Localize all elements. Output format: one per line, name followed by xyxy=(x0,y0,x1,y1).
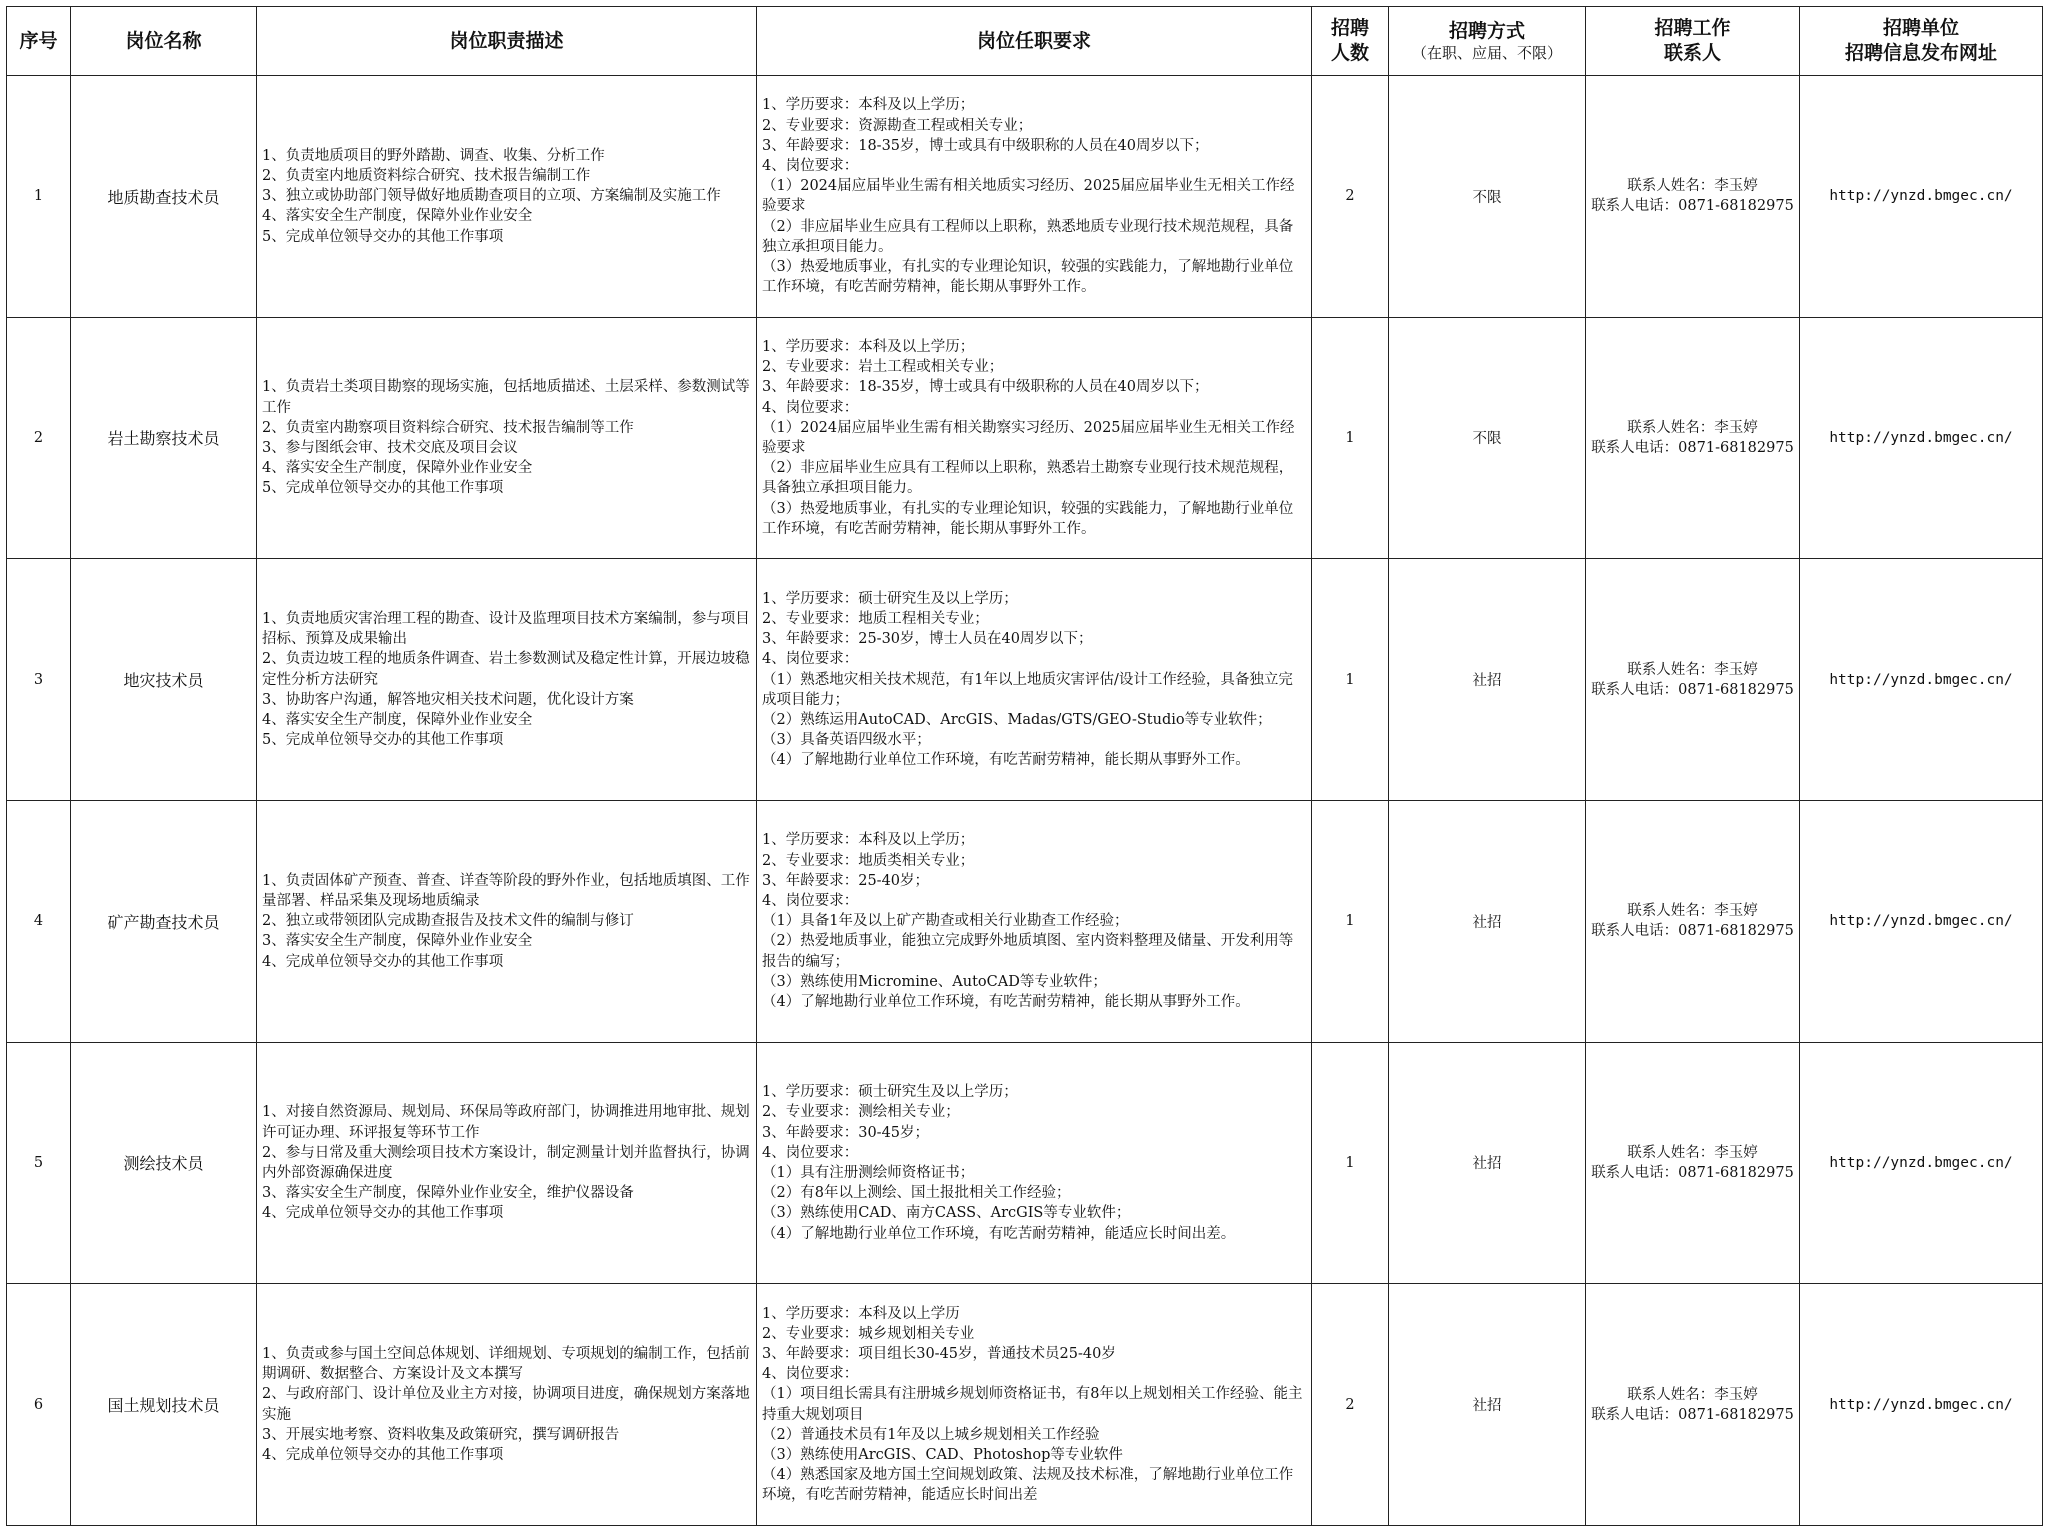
cell-seq: 5 xyxy=(7,1042,71,1284)
table-row xyxy=(7,76,2043,318)
header-position: 岗位名称 xyxy=(71,7,257,76)
cell-count: 2 xyxy=(1312,1284,1389,1526)
header-duties: 岗位职责描述 xyxy=(257,7,757,76)
cell-url-link[interactable]: http://ynzd.bmgec.cn/ xyxy=(1800,559,2043,801)
cell-contact: 联系人姓名：李玉婷 联系人电话：0871-68182975 xyxy=(1586,1042,1800,1284)
header-url-line1: 招聘单位 xyxy=(1882,17,1959,39)
header-url xyxy=(1800,7,2043,76)
cell-seq: 2 xyxy=(7,317,71,559)
cell-url-link[interactable]: http://ynzd.bmgec.cn/ xyxy=(1800,800,2043,1042)
cell-url-link[interactable]: http://ynzd.bmgec.cn/ xyxy=(1800,317,2043,559)
cell-contact: 联系人姓名：李玉婷 联系人电话：0871-68182975 xyxy=(1586,76,1800,318)
header-seq: 序号 xyxy=(7,7,71,76)
cell-count: 1 xyxy=(1312,1042,1389,1284)
header-method xyxy=(1389,7,1586,76)
cell-contact: 联系人姓名：李玉婷 联系人电话：0871-68182975 xyxy=(1586,800,1800,1042)
table-row xyxy=(7,1284,2043,1526)
cell-url-link[interactable]: http://ynzd.bmgec.cn/ xyxy=(1800,1284,2043,1526)
cell-seq: 3 xyxy=(7,559,71,801)
cell-contact: 联系人姓名：李玉婷 联系人电话：0871-68182975 xyxy=(1586,1284,1800,1526)
cell-contact: 联系人姓名：李玉婷 联系人电话：0871-68182975 xyxy=(1586,317,1800,559)
table-row xyxy=(7,1042,2043,1284)
cell-requirements: 1、学历要求：硕士研究生及以上学历； 2、专业要求：测绘相关专业； 3、年龄要求：30-45岁； 4、岗位要求： （1）具有注册测绘师资格证书； （2）有8年以上测绘、国土报批相关工作经验； （3）熟练使用CAD、南方CASS、ArcGIS等专业软件； （4）了解地勘行业单位工作环境，有吃苦耐劳精神，能适应长时间出差。 xyxy=(757,1042,1312,1284)
cell-position: 测绘技术员 xyxy=(71,1042,257,1284)
header-contact xyxy=(1586,7,1800,76)
cell-requirements: 1、学历要求：本科及以上学历； 2、专业要求：地质类相关专业； 3、年龄要求：25-40岁； 4、岗位要求： （1）具备1年及以上矿产勘查或相关行业勘查工作经验； （2）热爱地质事业，能独立完成野外地质填图、室内资料整理及储量、开发利用等报告的编写； （3）熟练使用Micromine、AutoCAD等专业软件； （4）了解地勘行业单位工作环境，有吃苦耐劳精神，能长期从事野外工作。 xyxy=(757,800,1312,1042)
header-contact-line2: 联系人 xyxy=(1663,42,1721,64)
cell-duties: 1、负责固体矿产预查、普查、详查等阶段的野外作业，包括地质填图、工作量部署、样品采集及现场地质编录 2、独立或带领团队完成勘查报告及技术文件的编制与修订 3、落实安全生产制度，保障外业作业安全 4、完成单位领导交办的其他工作事项 xyxy=(257,800,757,1042)
cell-method: 社招 xyxy=(1389,1042,1586,1284)
cell-duties: 1、负责岩土类项目勘察的现场实施，包括地质描述、土层采样、参数测试等工作 2、负责室内勘察项目资料综合研究、技术报告编制等工作 3、参与图纸会审、技术交底及项目会议 4、落实安全生产制度，保障外业作业安全 5、完成单位领导交办的其他工作事项 xyxy=(257,317,757,559)
cell-url-link[interactable]: http://ynzd.bmgec.cn/ xyxy=(1800,1042,2043,1284)
header-method-sub: （在职、应届、不限） xyxy=(1411,44,1562,62)
table-row xyxy=(7,317,2043,559)
cell-count: 1 xyxy=(1312,800,1389,1042)
cell-seq: 1 xyxy=(7,76,71,318)
cell-requirements: 1、学历要求：本科及以上学历 2、专业要求：城乡规划相关专业 3、年龄要求：项目组长30-45岁，普通技术员25-40岁 4、岗位要求： （1）项目组长需具有注册城乡规划师资格证书，有8年以上规划相关工作经验、能主持重大规划项目 （2）普通技术员有1年及以上城乡规划相关工作经验 （3）熟练使用ArcGIS、CAD、Photoshop等专业软件 （4）熟悉国家及地方国土空间规划政策、法规及技术标准，了解地勘行业单位工作环境，有吃苦耐劳精神，能适应长时间出差 xyxy=(757,1284,1312,1526)
cell-method: 社招 xyxy=(1389,1284,1586,1526)
cell-position: 地质勘查技术员 xyxy=(71,76,257,318)
header-contact-line1: 招聘工作 xyxy=(1654,17,1731,39)
cell-duties: 1、对接自然资源局、规划局、环保局等政府部门，协调推进用地审批、规划许可证办理、环评报复等环节工作 2、参与日常及重大测绘项目技术方案设计，制定测量计划并监督执行，协调内外部资源确保进度 3、落实安全生产制度，保障外业作业安全，维护仪器设备 4、完成单位领导交办的其他工作事项 xyxy=(257,1042,757,1284)
cell-count: 1 xyxy=(1312,317,1389,559)
cell-url-link[interactable]: http://ynzd.bmgec.cn/ xyxy=(1800,76,2043,318)
cell-count: 1 xyxy=(1312,559,1389,801)
cell-seq: 4 xyxy=(7,800,71,1042)
table-row xyxy=(7,800,2043,1042)
cell-contact: 联系人姓名：李玉婷 联系人电话：0871-68182975 xyxy=(1586,559,1800,801)
cell-requirements: 1、学历要求：本科及以上学历； 2、专业要求：岩土工程或相关专业； 3、年龄要求：18-35岁，博士或具有中级职称的人员在40周岁以下； 4、岗位要求： （1）2024届应届毕业生需有相关勘察实习经历、2025届应届毕业生无相关工作经验要求 （2）非应届毕业生应具有工程师以上职称，熟悉岩土勘察专业现行技术规范规程，具备独立承担项目能力。 （3）热爱地质事业，有扎实的专业理论知识，较强的实践能力，了解地勘行业单位工作环境，有吃苦耐劳精神，能长期从事野外工作。 xyxy=(757,317,1312,559)
cell-duties: 1、负责地质灾害治理工程的勘查、设计及监理项目技术方案编制，参与项目招标、预算及成果输出 2、负责边坡工程的地质条件调查、岩土参数测试及稳定性计算，开展边坡稳定性分析方法研究 3、协助客户沟通，解答地灾相关技术问题，优化设计方案 4、落实安全生产制度，保障外业作业安全 5、完成单位领导交办的其他工作事项 xyxy=(257,559,757,801)
cell-duties: 1、负责地质项目的野外踏勘、调查、收集、分析工作 2、负责室内地质资料综合研究、技术报告编制工作 3、独立或协助部门领导做好地质勘查项目的立项、方案编制及实施工作 4、落实安全生产制度，保障外业作业安全 5、完成单位领导交办的其他工作事项 xyxy=(257,76,757,318)
recruitment-table xyxy=(6,6,2043,1526)
cell-seq: 6 xyxy=(7,1284,71,1526)
cell-method: 社招 xyxy=(1389,559,1586,801)
cell-duties: 1、负责或参与国土空间总体规划、详细规划、专项规划的编制工作，包括前期调研、数据整合、方案设计及文本撰写 2、与政府部门、设计单位及业主方对接，协调项目进度，确保规划方案落地实施 3、开展实地考察、资料收集及政策研究，撰写调研报告 4、完成单位领导交办的其他工作事项 xyxy=(257,1284,757,1526)
header-row xyxy=(7,7,2043,76)
cell-position: 国土规划技术员 xyxy=(71,1284,257,1526)
header-count-line2: 人数 xyxy=(1330,42,1369,64)
cell-count: 2 xyxy=(1312,76,1389,318)
header-requirements: 岗位任职要求 xyxy=(757,7,1312,76)
cell-method: 社招 xyxy=(1389,800,1586,1042)
cell-position: 岩土勘察技术员 xyxy=(71,317,257,559)
cell-requirements: 1、学历要求：硕士研究生及以上学历； 2、专业要求：地质工程相关专业； 3、年龄要求：25-30岁，博士人员在40周岁以下； 4、岗位要求： （1）熟悉地灾相关技术规范，有1年以上地质灾害评估/设计工作经验，具备独立完成项目能力； （2）熟练运用AutoCAD、ArcGIS、Madas/GTS/GEO-Studio等专业软件； （3）具备英语四级水平； （4）了解地勘行业单位工作环境，有吃苦耐劳精神，能长期从事野外工作。 xyxy=(757,559,1312,801)
header-method-title: 招聘方式 xyxy=(1448,20,1525,42)
cell-requirements: 1、学历要求：本科及以上学历； 2、专业要求：资源勘查工程或相关专业； 3、年龄要求：18-35岁，博士或具有中级职称的人员在40周岁以下； 4、岗位要求： （1）2024届应届毕业生需有相关地质实习经历、2025届应届毕业生无相关工作经验要求 （2）非应届毕业生应具有工程师以上职称，熟悉地质专业现行技术规范规程，具备独立承担项目能力。 （3）热爱地质事业，有扎实的专业理论知识，较强的实践能力，了解地勘行业单位工作环境，有吃苦耐劳精神，能长期从事野外工作。 xyxy=(757,76,1312,318)
header-count-line1: 招聘 xyxy=(1330,17,1369,39)
cell-position: 地灾技术员 xyxy=(71,559,257,801)
header-count xyxy=(1312,7,1389,76)
header-url-line2: 招聘信息发布网址 xyxy=(1844,42,1997,64)
cell-method: 不限 xyxy=(1389,76,1586,318)
table-row xyxy=(7,559,2043,801)
cell-position: 矿产勘查技术员 xyxy=(71,800,257,1042)
cell-method: 不限 xyxy=(1389,317,1586,559)
